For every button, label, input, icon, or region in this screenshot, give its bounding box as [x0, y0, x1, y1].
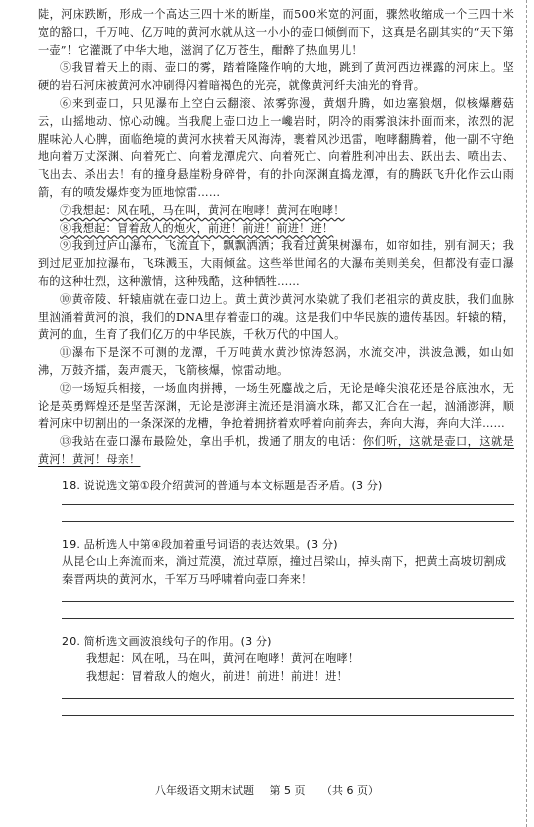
paragraph-9: ⑨我到过庐山瀑布，飞流直下，飘飘洒洒；我看过黄果树瀑布，如帘如挂，别有洞天；我到过尼亚加拉瀑布，飞珠溅玉，大雨倾盆。这些举世闻名的大瀑布美则美矣，但都没有壶口瀑布的这种壮烈，这种激情，这种残酷，这种牺牲…… [38, 239, 514, 288]
passage-content [38, 6, 514, 716]
answer-line[interactable] [62, 618, 514, 619]
footer-total-pages: （共 6 页） [321, 784, 379, 797]
wavy-sentence-2: ⑧我想起：冒着敌人的炮火，前进！前进！前进！进！ [60, 221, 334, 235]
question-19-passage: 从昆仑山上奔流而来，淌过荒漠，流过草原，撞过吕梁山，掉头南下，把黄土高坡切割成秦晋两块的黄河水，千军万马呼啸着向壶口奔来！ [62, 554, 507, 586]
question-19: 19. 品析选人中第④段加着重号词语的表达效果。(3 分) [62, 537, 338, 551]
question-18: 18. 说说选文第①段介绍黄河的普通与本文标题是否矛盾。(3 分) [62, 478, 383, 492]
paragraph-continued: 陡，河床跌断，形成一个高达三四十米的断崖，而500米宽的河面，骤然收缩成一个三四十米宽的豁口，千万吨、亿万吨的黄河水就从这一小小的壶口倾倒而下，这真是名副其实的“天下第一壶”！它灌溉了中华大地，滋润了亿万苍生，酣醉了热血男儿！ [38, 8, 514, 57]
paragraph-10: ⑩黄帝陵、轩辕庙就在壶口边上。黄土黄沙黄河水染就了我们老祖宗的黄皮肤，我们血脉里汹涌着黄河的浪，我们的DNA里存着壶口的魂。这是我们中华民族的遗传基因。轩辕的精，黄河的血，生育了我们亿万的中华民族，千秋万代的中国人。 [38, 292, 514, 342]
wavy-sentence-1: ⑦我想起：风在吼，马在叫，黄河在咆哮！黄河在咆哮！ [60, 203, 345, 217]
answer-line[interactable] [62, 715, 514, 716]
question-20: 20. 简析选文画波浪线句子的作用。(3 分) [62, 634, 272, 648]
paragraph-11: ⑪瀑布下是深不可测的龙潭，千万吨黄水黄沙惊涛怒涡，水流交冲，洪波急溅，如山如沸，万鼓齐擂，轰声震天，飞箭核爆，惊雷动地。 [38, 346, 514, 377]
paragraph-13 [38, 433, 514, 469]
paragraph-13-lead: ⑬我站在壶口瀑布最险处，拿出手机，拨通了朋友的电话： [60, 435, 363, 449]
answer-line[interactable] [62, 504, 514, 505]
paragraph-7 [38, 202, 514, 220]
answer-line[interactable] [62, 521, 514, 522]
paragraph-12: ⑫一场短兵相接，一场血肉拼搏，一场生死鏖战之后，无论是峰尖浪花还是谷底浊水，无论是英勇辉煌还是坚苦深渊，无论是澎湃主流还是涓滴水珠，都又汇合在一起，汹涌澎湃，顺着河床中切割出的一条深深的龙槽，争抢着拥挤着欢呼着向前奔去，奔向大海，奔向大洋…… [38, 381, 514, 431]
footer-page-number: 第 5 页 [269, 784, 306, 797]
answer-line[interactable] [62, 601, 514, 602]
page-footer [0, 782, 534, 798]
binding-margin-line [526, 0, 528, 827]
answer-line[interactable] [62, 698, 514, 699]
footer-title: 八年级语文期末试题 [155, 784, 254, 797]
paragraph-6: ⑥来到壶口，只见瀑布上空白云翻滚、浓雾弥漫，黄烟升腾，如边塞狼烟，似核爆蘑菇云，山摇地动、惊心动魄。当我爬上壶口边上一巉岩时，阴冷的雨雾浪沫扑面而来，浓烈的泥腥味沁人心脾，面临绝境的黄河水挟着天风海涛，裹着风沙迅雷，咆哮翻腾着，他一副不守绝地向着万丈深渊、向着死亡、向着龙潭虎穴、向着死亡、向着胜利冲出去、跃出去、喷出去、飞出去、杀出去！有的撞身悬崖粉身碎骨，有的扑向深渊直捣龙潭，有的腾跃飞升化作云山雨箭，有的喷发爆炸变为匝地惊雷…… [38, 96, 514, 199]
question-20-line-1: 我想起：风在吼，马在叫，黄河在咆哮！黄河在咆哮！ [86, 651, 360, 665]
paragraph-5: ⑤我冒着天上的雨、壶口的雾，踏着隆隆作响的大地，跳到了黄河西边裸露的河床上。坚硬的岩石河床被黄河水冲刷得闪着暗褐色的光亮，就像黄河纤夫油光的脊背。 [38, 61, 514, 93]
paragraph-13-underlined: 你们听，这就是壶口，这就是黄河！黄河！母亲！ [38, 435, 515, 466]
paragraph-8 [38, 220, 514, 238]
question-20-line-2: 我想起：冒着敌人的炮火，前进！前进！前进！进！ [86, 669, 348, 683]
